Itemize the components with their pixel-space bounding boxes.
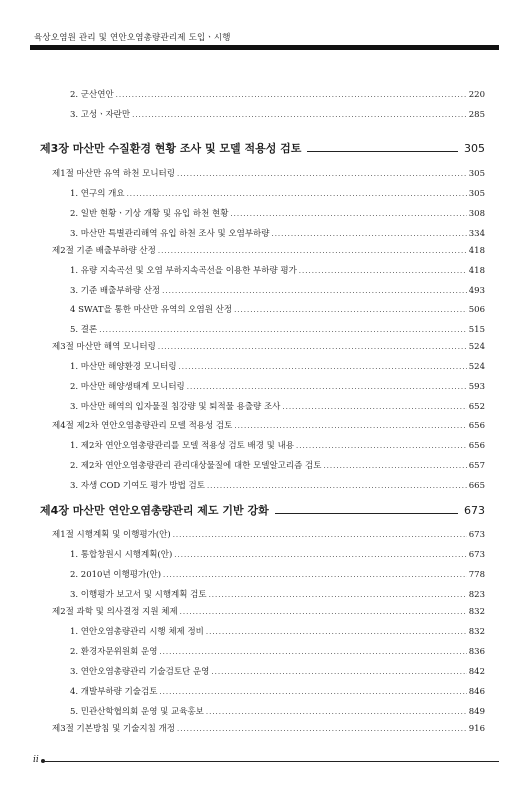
toc-entry-title: 5. 민관산학협의회 운영 및 교육홍보 bbox=[70, 707, 204, 717]
toc-entry-sub bbox=[70, 88, 485, 100]
dot-leader bbox=[206, 628, 467, 636]
toc-entry-page: 836 bbox=[468, 647, 485, 657]
toc-entry-page: 418 bbox=[468, 246, 485, 256]
toc-entry-title: 2. 마산만 해양생태계 모니터링 bbox=[70, 382, 185, 392]
dot-leader bbox=[159, 688, 466, 696]
toc-entry-sec bbox=[52, 340, 485, 352]
toc-entry-sub bbox=[70, 665, 485, 677]
toc-entry-title: 제3절 기본방침 및 기술지침 개정 bbox=[52, 724, 175, 734]
toc-entry-title: 3. 마산만 특별관리해역 유입 하천 조사 및 오염부하량 bbox=[70, 229, 270, 239]
toc-entry-title: 제3장 마산만 수질환경 현황 조사 및 모델 적용성 검토 bbox=[40, 142, 302, 155]
toc-entry-ch bbox=[40, 140, 485, 156]
toc-entry-sec bbox=[52, 167, 485, 179]
toc-entry-sec bbox=[52, 605, 485, 617]
toc-entry-sub bbox=[70, 108, 485, 120]
dot-leader bbox=[299, 267, 467, 275]
dot-leader bbox=[132, 111, 467, 119]
toc-entry-title: 제2절 과학 및 의사결정 지원 체제 bbox=[52, 607, 178, 617]
toc-entry-page: 842 bbox=[468, 667, 485, 677]
toc-entry-title: 3. 이행평가 보고서 및 시행계획 검토 bbox=[70, 590, 207, 600]
toc-entry-sub bbox=[70, 360, 485, 372]
running-header: 육상오염원 관리 및 연안오염총량관리제 도입ㆍ시행 bbox=[34, 33, 231, 43]
toc-entry-title: 제4절 제2차 연안오염총량관리 모델 적용성 검토 bbox=[52, 421, 233, 431]
toc-entry-page: 220 bbox=[468, 90, 485, 100]
toc-entry-page: 656 bbox=[468, 421, 485, 431]
toc-entry-page: 334 bbox=[468, 229, 485, 239]
toc-entry-sub bbox=[70, 303, 485, 315]
toc-entry-title: 2. 제2차 연안오염총량관리 관리대상물질에 대한 모델알고리즘 검토 bbox=[70, 461, 322, 471]
dot-leader bbox=[282, 403, 466, 411]
toc-entry-sub bbox=[70, 323, 485, 335]
toc-entry-page: 305 bbox=[464, 142, 485, 155]
dot-leader bbox=[179, 363, 467, 371]
dot-leader bbox=[99, 326, 467, 334]
header-rule bbox=[30, 45, 499, 50]
toc-entry-page: 506 bbox=[468, 305, 485, 315]
toc-entry-sub bbox=[70, 400, 485, 412]
toc-entry-page: 418 bbox=[468, 266, 485, 276]
toc-entry-title: 1. 통합창원시 시행계획(안) bbox=[70, 550, 173, 560]
toc-entry-title: 2. 2010년 이행평가(안) bbox=[70, 570, 162, 580]
toc-entry-sec bbox=[52, 419, 485, 431]
toc-entry-title: 2. 군산연안 bbox=[70, 90, 114, 100]
toc-entry-page: 657 bbox=[468, 461, 485, 471]
toc-entry-page: 308 bbox=[468, 209, 485, 219]
toc-entry-page: 832 bbox=[468, 607, 485, 617]
toc-entry-page: 832 bbox=[468, 627, 485, 637]
toc-entry-page: 305 bbox=[468, 169, 485, 179]
toc-entry-sub bbox=[70, 187, 485, 199]
footer-rule bbox=[44, 761, 499, 762]
dot-leader bbox=[206, 708, 467, 716]
toc-entry-title: 1. 유량 지속곡선 및 오염 부하지속곡선을 이용한 부하량 평가 bbox=[70, 266, 297, 276]
dot-leader bbox=[275, 507, 458, 514]
toc-entry-title: 4. 개발부하량 기술검토 bbox=[70, 687, 158, 697]
dot-leader bbox=[162, 287, 467, 295]
toc-entry-sub bbox=[70, 439, 485, 451]
toc-entry-sub bbox=[70, 284, 485, 296]
dot-leader bbox=[211, 668, 466, 676]
dot-leader bbox=[207, 482, 467, 490]
toc-entry-page: 524 bbox=[468, 342, 485, 352]
toc-entry-page: 673 bbox=[468, 550, 485, 560]
toc-entry-title: 5. 결론 bbox=[70, 325, 98, 335]
toc-entry-page: 524 bbox=[468, 362, 485, 372]
toc-entry-sub bbox=[70, 685, 485, 697]
toc-entry-title: 제3절 마산만 해역 모니터링 bbox=[52, 342, 156, 352]
toc-entry-title: 3. 자생 COD 기여도 평가 방법 검토 bbox=[70, 481, 205, 491]
page-number: ii bbox=[33, 755, 39, 765]
dot-leader bbox=[127, 190, 467, 198]
toc-entry-sub bbox=[70, 548, 485, 560]
dot-leader bbox=[230, 210, 466, 218]
toc-entry-title: 3. 기준 배출부하량 산정 bbox=[70, 286, 161, 296]
toc-entry-title: 제4장 마산만 연안오염총량관리 제도 기반 강화 bbox=[40, 504, 269, 517]
toc-entry-title: 제2절 기준 배출부하량 산정 bbox=[52, 246, 156, 256]
dot-leader bbox=[116, 91, 467, 99]
toc-entry-page: 778 bbox=[468, 570, 485, 580]
toc-entry-sub bbox=[70, 645, 485, 657]
toc-entry-sub bbox=[70, 568, 485, 580]
toc-entry-title: 3. 연안오염총량관리 기술검토단 운영 bbox=[70, 667, 210, 677]
toc-entry-page: 515 bbox=[468, 325, 485, 335]
toc-entry-title: 3. 고성ㆍ자란만 bbox=[70, 110, 131, 120]
dot-leader bbox=[271, 230, 466, 238]
toc-entry-sub bbox=[70, 479, 485, 491]
toc-entry-page: 656 bbox=[468, 441, 485, 451]
toc-entry-sub bbox=[70, 380, 485, 392]
dot-leader bbox=[158, 343, 467, 351]
toc-entry-page: 285 bbox=[468, 110, 485, 120]
toc-entry-title: 1. 마산만 해양환경 모니터링 bbox=[70, 362, 177, 372]
dot-leader bbox=[180, 608, 467, 616]
dot-leader bbox=[174, 551, 467, 559]
toc-entry-title: 1. 연구의 개요 bbox=[70, 189, 125, 199]
toc-entry-page: 823 bbox=[468, 590, 485, 600]
dot-leader bbox=[234, 306, 467, 314]
dot-leader bbox=[158, 247, 467, 255]
dot-leader bbox=[209, 591, 467, 599]
toc-entry-page: 673 bbox=[464, 504, 485, 517]
toc-entry-sub bbox=[70, 207, 485, 219]
toc-entry-title: 2. 환경자문위원회 운영 bbox=[70, 647, 158, 657]
toc-entry-sub bbox=[70, 459, 485, 471]
toc-entry-page: 665 bbox=[468, 481, 485, 491]
toc-entry-sub bbox=[70, 588, 485, 600]
toc-entry-title: 2. 일반 현황ㆍ기상 개황 및 유입 하천 현황 bbox=[70, 209, 229, 219]
toc-entry-title: 4 SWAT을 통한 마산만 유역의 오염원 산정 bbox=[70, 305, 233, 315]
dot-leader bbox=[234, 422, 466, 430]
toc-entry-sub bbox=[70, 705, 485, 717]
toc-entry-title: 1. 연안오염총량관리 시행 체제 정비 bbox=[70, 627, 204, 637]
toc-entry-title: 제1절 시행계획 및 이행평가(안) bbox=[52, 530, 171, 540]
dot-leader bbox=[173, 531, 467, 539]
toc-entry-sec bbox=[52, 722, 485, 734]
toc-entry-page: 652 bbox=[468, 402, 485, 412]
dot-leader bbox=[187, 383, 467, 391]
toc-entry-page: 849 bbox=[468, 707, 485, 717]
dot-leader bbox=[323, 462, 466, 470]
toc-entry-title: 1. 제2차 연안오염총량관리를 모델 적용성 검토 배경 및 내용 bbox=[70, 441, 294, 451]
dot-leader bbox=[307, 145, 458, 152]
toc-entry-title: 제1절 마산만 유역 하천 모니터링 bbox=[52, 169, 175, 179]
toc-entry-page: 673 bbox=[468, 530, 485, 540]
toc-entry-page: 305 bbox=[468, 189, 485, 199]
toc-entry-sub bbox=[70, 625, 485, 637]
toc-entry-title: 3. 마산만 해역의 입자물질 침강량 및 퇴적물 용출량 조사 bbox=[70, 402, 281, 412]
toc-entry-sub bbox=[70, 227, 485, 239]
toc-entry-page: 846 bbox=[468, 687, 485, 697]
toc-entry-page: 493 bbox=[468, 286, 485, 296]
toc-entry-sec bbox=[52, 244, 485, 256]
toc-entry-sub bbox=[70, 264, 485, 276]
toc-entry-page: 916 bbox=[468, 724, 485, 734]
dot-leader bbox=[177, 170, 467, 178]
dot-leader bbox=[159, 648, 466, 656]
toc-entry-ch bbox=[40, 502, 485, 518]
toc-entry-sec bbox=[52, 528, 485, 540]
dot-leader bbox=[296, 442, 467, 450]
dot-leader bbox=[177, 725, 467, 733]
toc-entry-page: 593 bbox=[468, 382, 485, 392]
dot-leader bbox=[163, 571, 467, 579]
